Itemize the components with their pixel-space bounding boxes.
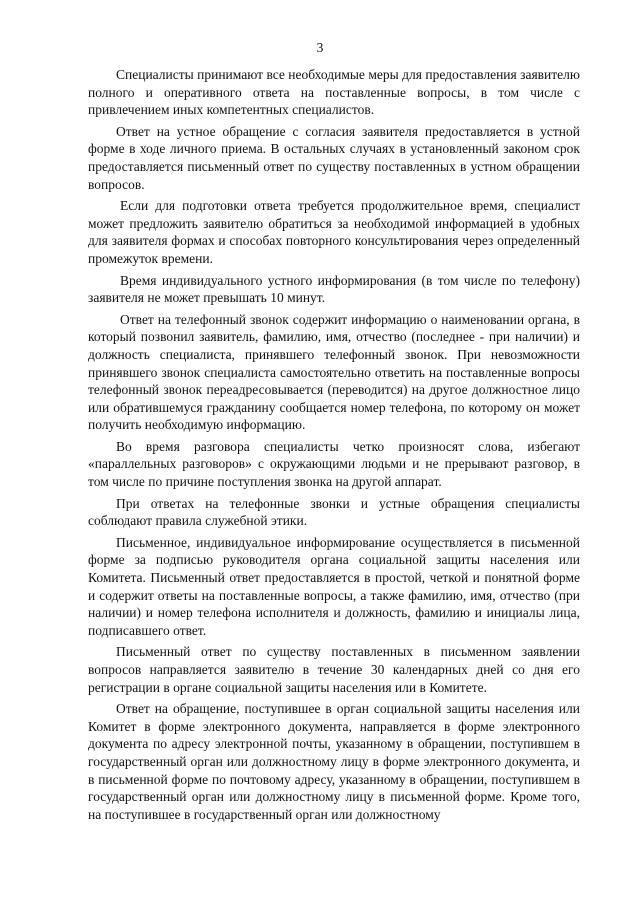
paragraph-electronic-answer: Ответ на обращение, поступившее в орган социальной защиты населения или Комитет в форме электронного документа, направляется в форме электронного документа по адресу электронной почты, указанному в обращении, поступившем в государственный орган или должностному лицу в форме электронного документа, и в письменной форме по почтовому адресу, указанному в обращении, поступившем в государственный орган или должностному лицу в письменной форме. Кроме того, на поступившее в государственный орган или должностному: [88, 701, 580, 822]
paragraph-phone-answer: Ответ на телефонный звонок содержит информацию о наименовании органа, в который позвонил заявитель, фамилию, имя, отчество (последнее - при наличии) и должность специалиста, принявшего телефонный звонок. При невозможности принявшего звонок специалиста самостоятельно ответить на поставленные вопросы телефонный звонок переадресовывается (переводится) на другое должностное лицо или обратившемуся гражданину сообщается номер телефона, по которому он может получить необходимую информацию.: [88, 311, 580, 433]
paragraph-oral-answer: Ответ на устное обращение с согласия заявителя предоставляется в устной форме в ходе личного приема. В остальных случаях в установленный законом срок предоставляется письменный ответ по существу поставленных в устном обращении вопросов.: [88, 123, 580, 192]
paragraph-time-limit: Время индивидуального устного информирования (в том числе по телефону) заявителя не может превышать 10 минут.: [88, 272, 580, 306]
document-body: [88, 66, 580, 827]
paragraph-written-answer-deadline: Письменный ответ по существу поставленных в письменном заявлении вопросов направляется заявителю в течение 30 календарных дней со дня его регистрации в органе социальной защиты населения или в Комитете.: [88, 644, 580, 695]
page-number: 3: [316, 40, 324, 55]
paragraph-written-informing: Письменное, индивидуальное информирование осуществляется в письменной форме за подписью руководителя органа социальной защиты населения или Комитета. Письменный ответ предоставляется в простой, четкой и понятной форме и содержит ответы на поставленные вопросы, а также фамилию, имя, отчество (при наличии) и номер телефона исполнителя и должность, фамилию и инициалы лица, подписавшего ответ.: [88, 534, 580, 638]
paragraph-long-preparation: Если для подготовки ответа требуется продолжительное время, специалист может предложить заявителю обратиться за необходимой информацией в удобных для заявителя формах и способах повторного консультирования через определенный промежуток времени.: [88, 198, 580, 266]
paragraph-service-ethics: При ответах на телефонные звонки и устные обращения специалисты соблюдают правила служебной этики.: [88, 495, 580, 529]
paragraph-conversation-rules: Во время разговора специалисты четко произносят слова, избегают «параллельных разговоров» с окружающими людьми и не прерывают разговор, в том числе по причине поступления звонка на другой аппарат.: [88, 438, 580, 490]
paragraph-specialists-measures: Специалисты принимают все необходимые меры для предоставления заявителю полного и оперативного ответа на поставленные вопросы, в том числе с привлечением иных компетентных специалистов.: [88, 67, 580, 118]
